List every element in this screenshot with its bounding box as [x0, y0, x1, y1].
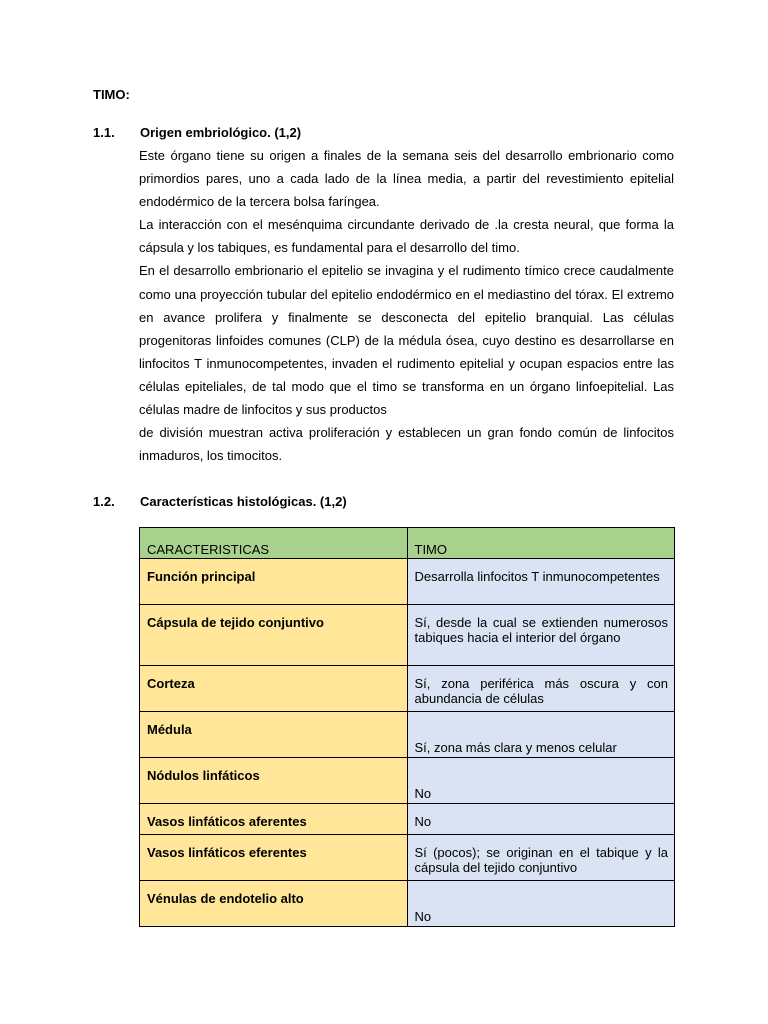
- row-label-text: Vasos linfáticos eferentes: [147, 845, 307, 860]
- section-body-origen: [139, 144, 674, 467]
- section-heading-origen: [93, 125, 301, 141]
- row-label-text: Nódulos linfáticos: [147, 768, 260, 783]
- document-title: TIMO:: [93, 87, 130, 102]
- row-label-text: Corteza: [147, 676, 195, 691]
- row-value-text: Desarrolla linfocitos T inmunocompetentes: [414, 569, 660, 584]
- row-label: [140, 835, 408, 881]
- row-label-text: Función principal: [147, 569, 256, 584]
- row-value-text: Sí (pocos); se originan en el tabique y la cápsula del tejido conjuntivo: [414, 845, 668, 875]
- table-row: [140, 758, 675, 804]
- section-title: Características histológicas. (1,2): [140, 494, 347, 509]
- table-row: [140, 835, 675, 881]
- row-value-text: Sí, zona más clara y menos celular: [414, 740, 617, 755]
- section-number: 1.1.: [93, 125, 115, 140]
- row-value-text: No: [414, 909, 432, 924]
- row-value: [407, 881, 675, 927]
- row-value: [407, 804, 675, 835]
- row-label: [140, 804, 408, 835]
- row-value: [407, 666, 675, 712]
- row-label: [140, 605, 408, 666]
- row-value: [407, 605, 675, 666]
- row-value: [407, 758, 675, 804]
- paragraph: En el desarrollo embrionario el epitelio se invagina y el rudimento tímico crece caudalmente como una proyección tubular del epitelio endodérmico en el mediastino del tórax. El extremo en avance prolifera y finalmente se desconecta del epitelio branquial. Las células progenitoras linfoides comunes (CLP) de la médula ósea, cuyo destino es desarrollarse en linfocitos T inmunocompetentes, invaden el rudimento epitelial y ocupan espacios entre las células epiteliales, de tal modo que el timo se transforma en un órgano linfoepitelial. Las células madre de linfocitos y sus productos: [139, 263, 674, 418]
- table-row: [140, 712, 675, 758]
- row-value-text: Sí, desde la cual se extienden numerosos tabiques hacia el interior del órgano: [414, 615, 668, 645]
- row-label: [140, 758, 408, 804]
- row-label: [140, 666, 408, 712]
- table-row: [140, 666, 675, 712]
- row-label-text: Cápsula de tejido conjuntivo: [147, 615, 324, 630]
- table-row: [140, 559, 675, 605]
- section-number: 1.2.: [93, 494, 115, 509]
- table-header-cell: CARACTERISTICAS: [140, 528, 408, 559]
- table-header-cell: TIMO: [407, 528, 675, 559]
- table-row: [140, 881, 675, 927]
- row-label: [140, 559, 408, 605]
- paragraph: Este órgano tiene su origen a finales de la semana seis del desarrollo embrionario como primordios pares, uno a cada lado de la línea media, a partir del revestimiento epitelial endodérmico de la tercera bolsa faríngea.: [139, 148, 674, 210]
- table-header-row: [140, 528, 675, 559]
- section-heading-caracteristicas: [93, 494, 347, 510]
- table-row: [140, 804, 675, 835]
- row-label: [140, 881, 408, 927]
- row-value-text: No: [414, 786, 432, 801]
- row-value: [407, 835, 675, 881]
- row-label: [140, 712, 408, 758]
- paragraph: La interacción con el mesénquima circundante derivado de .la cresta neural, que forma la cápsula y los tabiques, es fundamental para el desarrollo del timo.: [139, 217, 674, 256]
- table-row: [140, 605, 675, 666]
- row-value-text: No: [414, 814, 432, 829]
- row-value-text: Sí, zona periférica más oscura y con abundancia de células: [414, 676, 668, 706]
- row-label-text: Vasos linfáticos aferentes: [147, 814, 307, 829]
- paragraph: de división muestran activa proliferación y establecen un gran fondo común de linfocitos inmaduros, los timocitos.: [139, 425, 674, 464]
- characteristics-table: [139, 527, 675, 927]
- row-label-text: Médula: [147, 722, 192, 737]
- row-label-text: Vénulas de endotelio alto: [147, 891, 304, 906]
- row-value: [407, 712, 675, 758]
- row-value: [407, 559, 675, 605]
- section-title: Origen embriológico. (1,2): [140, 125, 302, 140]
